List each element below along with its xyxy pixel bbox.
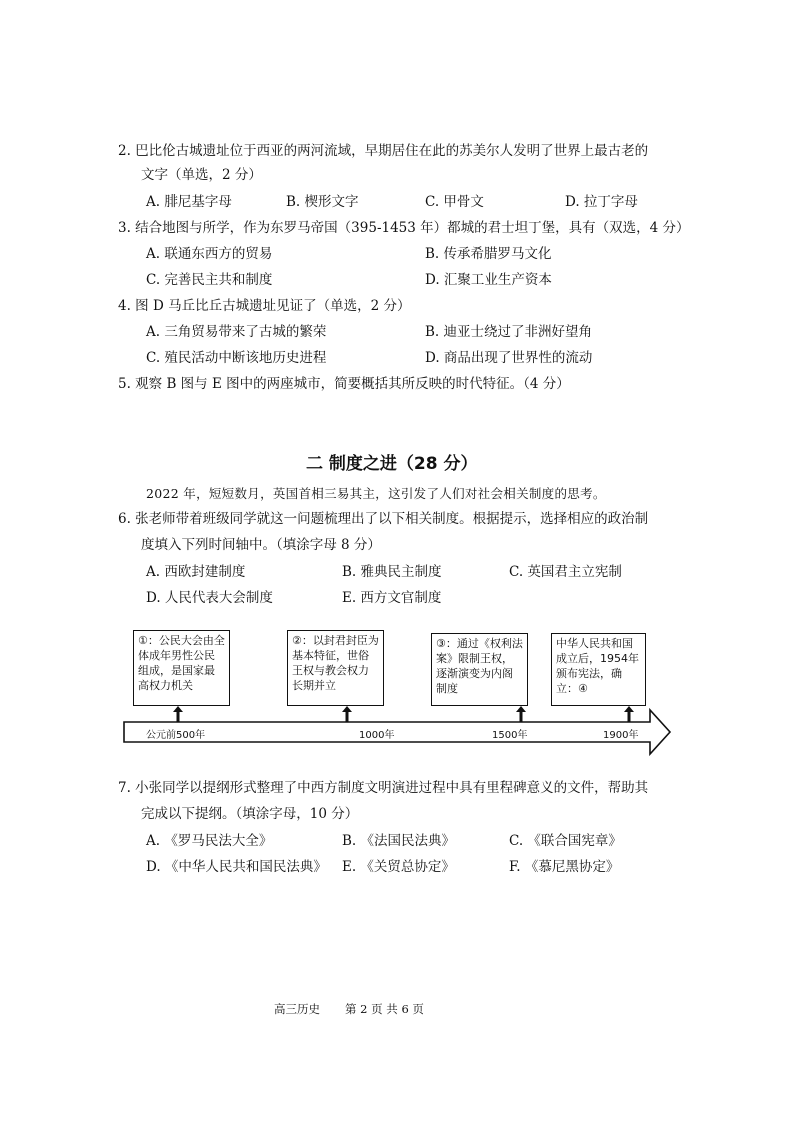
question-6-text: 6. 张老师带着班级同学就这一问题梳理出了以下相关制度。根据提示，选择相应的政治制 (118, 511, 649, 527)
q3-option-b: B. 传承希腊罗马文化 (425, 246, 552, 262)
q7-option-b: B. 《法国民法典》 (342, 833, 456, 849)
q7-option-c: C. 《联合国宪章》 (509, 833, 622, 849)
question-4-text: 4. 图 D 马丘比丘古城遗址见证了（单选，2 分） (118, 298, 411, 314)
timeline-label-500bc: 公元前500年 (146, 730, 206, 741)
q3-option-d: D. 汇聚工业生产资本 (425, 272, 552, 288)
q2-option-b: B. 楔形文字 (286, 194, 359, 210)
question-7-text-cont: 完成以下提纲。（填涂字母，10 分） (141, 806, 359, 822)
timeline-label-1900: 1900年 (603, 730, 639, 741)
q2-option-c: C. 甲骨文 (425, 194, 484, 210)
tick-1900 (623, 706, 635, 722)
q3-option-a: A. 联通东西方的贸易 (146, 246, 273, 262)
q6-option-a: A. 西欧封建制度 (146, 564, 246, 580)
question-2-text-cont: 文字（单选，2 分） (141, 167, 262, 183)
q7-option-f: F. 《慕尼黑协定》 (509, 859, 620, 875)
q7-option-e: E. 《关贸总协定》 (342, 859, 455, 875)
q6-option-e: E. 西方文官制度 (342, 590, 442, 606)
footer-subject: 高三历史 (274, 1002, 320, 1016)
q6-option-b: B. 雅典民主制度 (342, 564, 442, 580)
q4-option-d: D. 商品出现了世界性的流动 (425, 350, 593, 366)
timeline-box-4: 中华人民共和国成立后，1954年颁布宪法，确立：④ (551, 633, 646, 706)
q2-option-a: A. 腓尼基字母 (146, 194, 232, 210)
question-6-text-cont: 度填入下列时间轴中。（填涂字母 8 分） (141, 537, 381, 553)
q6-option-c: C. 英国君主立宪制 (509, 564, 622, 580)
tick-1500 (515, 706, 527, 722)
timeline-box-2: ②：以封君封臣为基本特征，世俗王权与教会权力长期并立 (287, 630, 384, 706)
section-title: 二 制度之进（28 分） (306, 454, 478, 474)
footer-page-number: 第 2 页 共 6 页 (345, 1002, 424, 1016)
q7-option-a: A. 《罗马民法大全》 (146, 833, 273, 849)
question-7-text: 7. 小张同学以提纲形式整理了中西方制度文明演进过程中具有里程碑意义的文件，帮助其 (118, 780, 649, 796)
q4-option-b: B. 迪亚士绕过了非洲好望角 (425, 324, 593, 340)
q3-option-c: C. 完善民主共和制度 (146, 272, 273, 288)
q4-option-a: A. 三角贸易带来了古城的繁荣 (146, 324, 327, 340)
q6-option-d: D. 人民代表大会制度 (146, 590, 273, 606)
question-5-text: 5. 观察 B 图与 E 图中的两座城市，简要概括其所反映的时代特征。（4 分） (118, 376, 570, 392)
q4-option-c: C. 殖民活动中断该地历史进程 (146, 350, 327, 366)
tick-500bc (172, 706, 184, 722)
timeline-label-1500: 1500年 (492, 730, 528, 741)
timeline-box-1: ①：公民大会由全体成年男性公民组成，是国家最高权力机关 (133, 630, 230, 706)
q2-option-d: D. 拉丁字母 (565, 194, 638, 210)
q7-option-d: D. 《中华人民共和国民法典》 (146, 859, 327, 875)
question-3-text: 3. 结合地图与所学，作为东罗马帝国（395-1453 年）都城的君士坦丁堡，具有（双选，4 分） (118, 220, 690, 236)
section-intro: 2022 年，短短数月，英国首相三易其主，这引发了人们对社会相关制度的思考。 (146, 486, 606, 501)
question-2-text: 2. 巴比伦古城遗址位于西亚的两河流域，早期居住在此的苏美尔人发明了世界上最古老的 (118, 143, 649, 159)
timeline-box-3: ③：通过《权利法案》限制王权，逐渐演变为内阁制度 (431, 633, 528, 706)
timeline-label-1000: 1000年 (359, 730, 395, 741)
tick-1000 (341, 706, 353, 722)
